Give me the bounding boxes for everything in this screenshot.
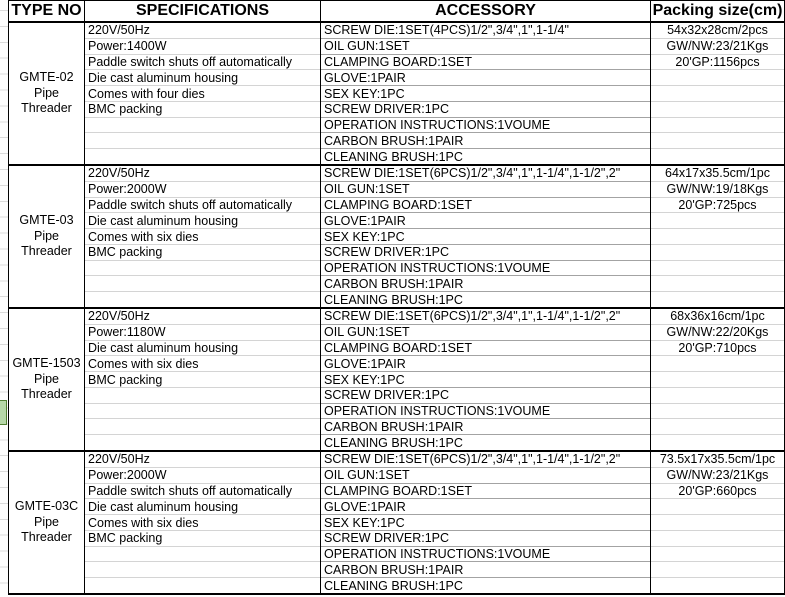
packing-cell[interactable] bbox=[651, 435, 784, 450]
accessory-cell[interactable]: OIL GUN:1SET bbox=[321, 325, 650, 341]
table-body bbox=[9, 23, 785, 595]
packing-cell[interactable] bbox=[651, 229, 784, 245]
product-block-GMTE-1503 bbox=[9, 309, 785, 452]
type-line: GMTE-03 bbox=[19, 212, 74, 227]
spec-cell[interactable] bbox=[85, 578, 320, 593]
spec-cell[interactable]: Power:1400W bbox=[85, 39, 320, 55]
accessory-cell[interactable]: OPERATION INSTRUCTIONS:1VOUME bbox=[321, 118, 650, 134]
accessory-cell[interactable]: CARBON BRUSH:1PAIR bbox=[321, 276, 650, 292]
spec-cell[interactable]: Die cast aluminum housing bbox=[85, 70, 320, 86]
packing-cell[interactable] bbox=[651, 276, 784, 292]
accessory-cell[interactable]: SEX KEY:1PC bbox=[321, 372, 650, 388]
accessory-cell[interactable]: SCREW DRIVER:1PC bbox=[321, 388, 650, 404]
accessory-cell[interactable]: CLAMPING BOARD:1SET bbox=[321, 198, 650, 214]
header-cell-type-no[interactable]: TYPE NO bbox=[9, 1, 85, 21]
accessory-cell[interactable]: GLOVE:1PAIR bbox=[321, 499, 650, 515]
product-block-GMTE-02 bbox=[9, 23, 785, 166]
accessory-cell[interactable]: CLAMPING BOARD:1SET bbox=[321, 484, 650, 500]
spec-cell[interactable]: Paddle switch shuts off automatically bbox=[85, 55, 320, 71]
accessory-cell[interactable]: SEX KEY:1PC bbox=[321, 229, 650, 245]
spec-column bbox=[85, 309, 321, 450]
packing-column bbox=[651, 166, 785, 307]
accessory-cell[interactable]: CLAMPING BOARD:1SET bbox=[321, 341, 650, 357]
packing-cell[interactable] bbox=[651, 261, 784, 277]
packing-cell[interactable] bbox=[651, 86, 784, 102]
spec-cell[interactable]: Paddle switch shuts off automatically bbox=[85, 198, 320, 214]
packing-cell[interactable] bbox=[651, 118, 784, 134]
spec-cell[interactable]: Comes with four dies bbox=[85, 86, 320, 102]
type-line: Threader bbox=[21, 101, 72, 116]
accessory-cell[interactable]: CLAMPING BOARD:1SET bbox=[321, 55, 650, 71]
spec-column bbox=[85, 23, 321, 164]
spec-column bbox=[85, 166, 321, 307]
spec-cell[interactable]: Comes with six dies bbox=[85, 515, 320, 531]
type-line: Pipe bbox=[33, 514, 60, 529]
accessory-cell[interactable]: CLEANING BRUSH:1PC bbox=[324, 149, 463, 164]
accessory-cell[interactable]: SCREW DIE:1SET(6PCS)1/2",3/4",1",1-1/4",1-1/2",2" bbox=[321, 309, 650, 325]
accessory-cell[interactable]: GLOVE:1PAIR bbox=[321, 70, 650, 86]
packing-cell[interactable] bbox=[651, 149, 784, 164]
spec-cell[interactable]: Comes with six dies bbox=[85, 356, 320, 372]
spec-cell[interactable]: Comes with six dies bbox=[85, 229, 320, 245]
packing-cell[interactable] bbox=[651, 292, 784, 307]
spec-column bbox=[85, 452, 321, 593]
product-spec-table bbox=[8, 0, 785, 595]
packing-cell[interactable]: GW/NW:23/21Kgs bbox=[651, 468, 784, 484]
spec-cell[interactable]: 220V/50Hz bbox=[85, 23, 320, 39]
product-block-GMTE-03C bbox=[9, 452, 785, 595]
packing-cell[interactable] bbox=[651, 547, 784, 563]
spec-cell[interactable]: BMC packing bbox=[85, 531, 320, 547]
packing-cell[interactable]: 20'GP:725pcs bbox=[651, 198, 784, 214]
accessory-column bbox=[321, 23, 651, 164]
accessory-cell[interactable]: CLEANING BRUSH:1PC bbox=[324, 435, 463, 450]
spec-cell[interactable] bbox=[85, 118, 320, 134]
type-cell[interactable] bbox=[9, 309, 85, 450]
type-line: Threader bbox=[21, 244, 72, 259]
accessory-cell[interactable]: SEX KEY:1PC bbox=[321, 515, 650, 531]
accessory-column bbox=[321, 309, 651, 450]
header-cell-accessory[interactable]: ACCESSORY bbox=[321, 1, 651, 21]
spec-cell[interactable] bbox=[85, 547, 320, 563]
packing-cell[interactable]: GW/NW:19/18Kgs bbox=[651, 182, 784, 198]
packing-cell[interactable] bbox=[651, 578, 784, 593]
packing-cell[interactable]: GW/NW:23/21Kgs bbox=[651, 39, 784, 55]
product-block-GMTE-03 bbox=[9, 166, 785, 309]
packing-cell[interactable] bbox=[651, 499, 784, 515]
packing-cell[interactable]: 20'GP:710pcs bbox=[651, 341, 784, 357]
accessory-cell[interactable]: SEX KEY:1PC bbox=[321, 86, 650, 102]
spec-cell[interactable] bbox=[85, 562, 320, 578]
accessory-cell[interactable]: GLOVE:1PAIR bbox=[321, 356, 650, 372]
type-cell[interactable] bbox=[9, 166, 85, 307]
type-line: Pipe bbox=[33, 85, 60, 100]
spec-cell[interactable] bbox=[85, 133, 320, 149]
accessory-cell[interactable]: CLEANING BRUSH:1PC bbox=[324, 292, 463, 307]
spec-cell[interactable]: 220V/50Hz bbox=[85, 309, 320, 325]
packing-cell[interactable] bbox=[651, 372, 784, 388]
accessory-cell[interactable]: SCREW DRIVER:1PC bbox=[321, 245, 650, 261]
spec-cell[interactable] bbox=[85, 276, 320, 292]
type-line: GMTE-02 bbox=[19, 69, 74, 84]
type-line: GMTE-1503 bbox=[12, 355, 81, 370]
accessory-cell[interactable]: OIL GUN:1SET bbox=[321, 468, 650, 484]
accessory-cell[interactable]: CARBON BRUSH:1PAIR bbox=[321, 419, 650, 435]
accessory-cell[interactable]: OIL GUN:1SET bbox=[321, 182, 650, 198]
packing-cell[interactable]: GW/NW:22/20Kgs bbox=[651, 325, 784, 341]
type-line: Pipe bbox=[33, 228, 60, 243]
type-line: Threader bbox=[21, 530, 72, 545]
packing-column bbox=[651, 309, 785, 450]
spec-cell[interactable]: Die cast aluminum housing bbox=[85, 499, 320, 515]
gridlines bbox=[0, 10, 8, 597]
packing-cell[interactable]: 20'GP:1156pcs bbox=[651, 55, 784, 71]
accessory-cell[interactable]: SCREW DIE:1SET(6PCS)1/2",3/4",1",1-1/4",1-1/2",2" bbox=[321, 166, 650, 182]
spec-cell[interactable] bbox=[85, 261, 320, 277]
type-cell[interactable] bbox=[9, 23, 85, 164]
spec-cell[interactable] bbox=[85, 435, 320, 450]
packing-cell[interactable]: 54x32x28cm/2pcs bbox=[651, 23, 784, 39]
spec-cell[interactable]: BMC packing bbox=[85, 102, 320, 118]
packing-cell[interactable] bbox=[651, 419, 784, 435]
spec-cell[interactable]: Die cast aluminum housing bbox=[85, 341, 320, 357]
table-header-row bbox=[9, 1, 785, 23]
packing-cell[interactable] bbox=[651, 562, 784, 578]
spec-cell[interactable] bbox=[85, 419, 320, 435]
spec-cell[interactable]: Paddle switch shuts off automatically bbox=[85, 484, 320, 500]
spec-cell[interactable] bbox=[85, 149, 320, 164]
packing-cell[interactable] bbox=[651, 102, 784, 118]
packing-cell[interactable]: 68x36x16cm/1pc bbox=[651, 309, 784, 325]
accessory-cell[interactable]: OPERATION INSTRUCTIONS:1VOUME bbox=[321, 261, 650, 277]
packing-column bbox=[651, 452, 785, 593]
packing-cell[interactable]: 64x17x35.5cm/1pc bbox=[651, 166, 784, 182]
packing-cell[interactable] bbox=[651, 133, 784, 149]
packing-cell[interactable] bbox=[651, 388, 784, 404]
spec-cell[interactable]: 220V/50Hz bbox=[85, 166, 320, 182]
packing-cell[interactable]: 20'GP:660pcs bbox=[651, 484, 784, 500]
packing-cell[interactable]: 73.5x17x35.5cm/1pc bbox=[651, 452, 784, 468]
adjacent-column-strip[interactable] bbox=[0, 0, 8, 597]
packing-cell[interactable] bbox=[651, 404, 784, 420]
accessory-column bbox=[321, 166, 651, 307]
spec-cell[interactable]: Power:1180W bbox=[85, 325, 320, 341]
spec-cell[interactable]: Power:2000W bbox=[85, 182, 320, 198]
accessory-cell[interactable]: SCREW DRIVER:1PC bbox=[321, 531, 650, 547]
packing-column bbox=[651, 23, 785, 164]
packing-cell[interactable] bbox=[651, 70, 784, 86]
accessory-cell[interactable]: OIL GUN:1SET bbox=[321, 39, 650, 55]
accessory-cell[interactable]: OPERATION INSTRUCTIONS:1VOUME bbox=[321, 547, 650, 563]
accessory-cell[interactable]: CARBON BRUSH:1PAIR bbox=[321, 133, 650, 149]
spec-cell[interactable] bbox=[85, 404, 320, 420]
accessory-cell[interactable]: OPERATION INSTRUCTIONS:1VOUME bbox=[321, 404, 650, 420]
accessory-cell[interactable]: CLEANING BRUSH:1PC bbox=[324, 578, 463, 593]
spec-cell[interactable]: 220V/50Hz bbox=[85, 452, 320, 468]
spec-cell[interactable]: BMC packing bbox=[85, 372, 320, 388]
accessory-cell[interactable]: SCREW DIE:1SET(6PCS)1/2",3/4",1",1-1/4",1-1/2",2" bbox=[321, 452, 650, 468]
spec-cell[interactable] bbox=[85, 388, 320, 404]
accessory-cell[interactable]: CARBON BRUSH:1PAIR bbox=[321, 562, 650, 578]
selected-cell-marker bbox=[0, 400, 7, 425]
spec-cell[interactable]: Power:2000W bbox=[85, 468, 320, 484]
accessory-column bbox=[321, 452, 651, 593]
spec-cell[interactable] bbox=[85, 292, 320, 307]
packing-cell[interactable] bbox=[651, 356, 784, 372]
header-cell-packing-size[interactable]: Packing size(cm) bbox=[651, 1, 785, 21]
packing-cell[interactable] bbox=[651, 213, 784, 229]
spec-cell[interactable]: BMC packing bbox=[85, 245, 320, 261]
spec-cell[interactable]: Die cast aluminum housing bbox=[85, 213, 320, 229]
type-line: Pipe bbox=[33, 371, 60, 386]
accessory-cell[interactable]: SCREW DRIVER:1PC bbox=[321, 102, 650, 118]
accessory-cell[interactable]: SCREW DIE:1SET(4PCS)1/2",3/4",1",1-1/4" bbox=[321, 23, 650, 39]
packing-cell[interactable] bbox=[651, 531, 784, 547]
accessory-cell[interactable]: GLOVE:1PAIR bbox=[321, 213, 650, 229]
packing-cell[interactable] bbox=[651, 515, 784, 531]
packing-cell[interactable] bbox=[651, 245, 784, 261]
type-cell[interactable] bbox=[9, 452, 85, 593]
header-cell-specifications[interactable]: SPECIFICATIONS bbox=[85, 1, 321, 21]
type-line: GMTE-03C bbox=[14, 498, 79, 513]
type-line: Threader bbox=[21, 387, 72, 402]
